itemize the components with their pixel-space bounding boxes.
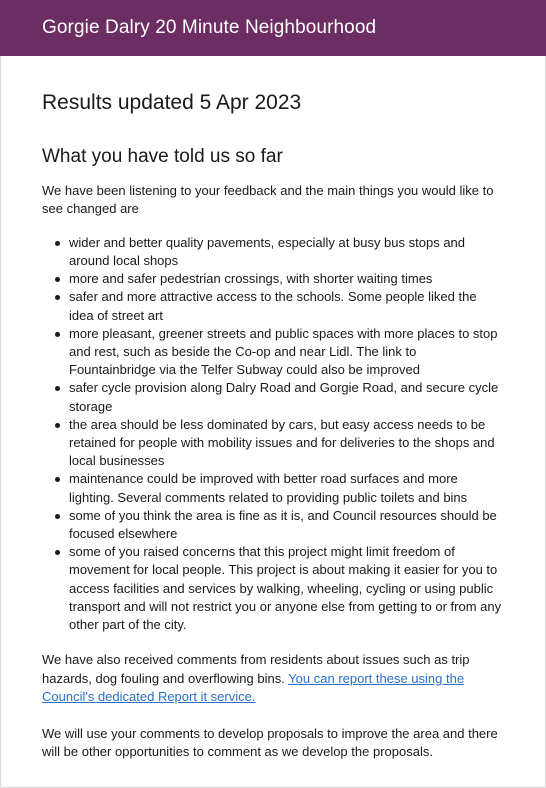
bullet-icon (55, 423, 60, 428)
bullet-icon (55, 241, 60, 246)
list-item (53, 270, 504, 288)
list-item-text: maintenance could be improved with better road surfaces and more lighting. Several comments related to providing public toilets and bins (69, 471, 468, 505)
list-item (53, 288, 504, 324)
list-item (53, 379, 504, 415)
list-item-text: more pleasant, greener streets and public spaces with more places to stop and rest, such as beside the Co-op and near Lidl. The link to Fountainbridge via the Telfer Subway could also be improved (69, 325, 498, 378)
comments-text: We have also received comments from residents about issues such as trip hazards, dog fouling and overflowing bins. (42, 652, 470, 686)
intro-paragraph: We have been listening to your feedback and the main things you would like to see changed are (42, 183, 494, 217)
bullet-icon (55, 277, 60, 282)
list-item-text: some of you raised concerns that this project might limit freedom of movement for local people. This project is about making it easier for you to access facilities and services by walking, wheeling, cycling or using public transport and will not restrict you or anyone else from getting to or from any other part of the city. (69, 544, 502, 633)
list-item-text: some of you think the area is fine as it is, and Council resources should be focused elsewhere (69, 507, 497, 542)
bullet-icon (55, 295, 60, 300)
main-content (0, 56, 546, 788)
bullet-icon (55, 550, 60, 555)
list-item (53, 325, 504, 380)
report-it-link[interactable]: You can report these using the Council's dedicated Report it service. (42, 670, 465, 705)
comments-paragraph (42, 651, 504, 706)
site-header (0, 0, 546, 56)
list-item-text: wider and better quality pavements, especially at busy bus stops and around local shops (69, 234, 466, 269)
bullet-icon (55, 477, 60, 482)
list-item-text: safer and more attractive access to the schools. Some people liked the idea of street art (69, 289, 477, 323)
list-item (53, 416, 504, 471)
list-item (53, 234, 504, 270)
closing-paragraph: We will use your comments to develop proposals to improve the area and there will be other opportunities to comment as we develop the proposals. (42, 725, 498, 759)
section-title: What you have told us so far (42, 146, 283, 167)
list-item-text: safer cycle provision along Dalry Road and Gorgie Road, and secure cycle storage (69, 380, 499, 414)
list-item (53, 543, 504, 634)
bullet-icon (55, 332, 60, 337)
list-item (53, 470, 504, 506)
bullet-icon (55, 386, 60, 391)
list-item (53, 507, 504, 543)
bullet-icon (55, 514, 60, 519)
header-title: Gorgie Dalry 20 Minute Neighbourhood (42, 17, 377, 38)
feedback-list (53, 234, 504, 634)
list-item-text: the area should be less dominated by cars, but easy access needs to be retained for people with mobility issues and for deliveries to the shops and local businesses (69, 416, 495, 469)
list-item-text: more and safer pedestrian crossings, with shorter waiting times (69, 271, 433, 287)
results-title: Results updated 5 Apr 2023 (42, 91, 302, 114)
